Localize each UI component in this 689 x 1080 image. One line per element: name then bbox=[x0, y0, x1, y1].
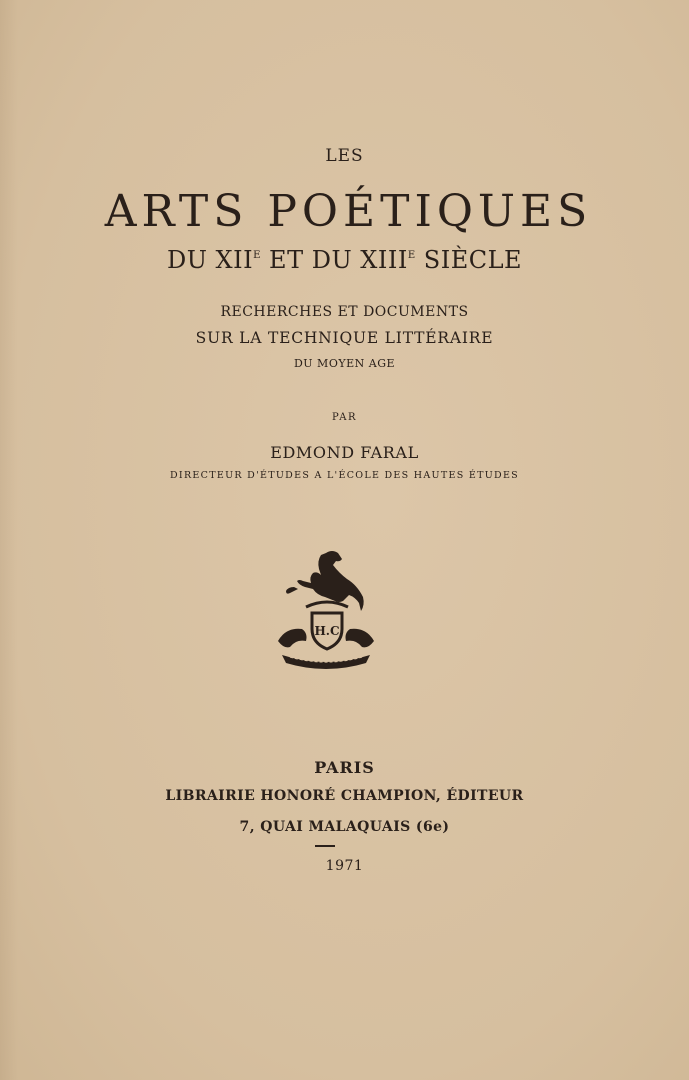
century-superscript-2: E bbox=[407, 250, 416, 261]
century-superscript-1: E bbox=[253, 250, 261, 261]
publication-year: 1971 bbox=[325, 858, 364, 874]
subtitle-line-1: RECHERCHES ET DOCUMENTS bbox=[220, 304, 469, 320]
subtitle-line-2: SUR LA TECHNIQUE LITTÉRAIRE bbox=[195, 329, 494, 347]
title-century bbox=[0, 246, 689, 274]
divider-rule bbox=[315, 845, 335, 847]
title-main: ARTS POÉTIQUES bbox=[104, 186, 593, 237]
horse-monogram-emblem-icon bbox=[268, 545, 384, 673]
century-part-3: SIÈCLE bbox=[415, 246, 523, 274]
century-part-1: DU XII bbox=[166, 246, 254, 274]
century-part-2: ET DU XIII bbox=[260, 246, 408, 274]
author-par: PAR bbox=[331, 412, 358, 423]
publisher-name: LIBRAIRIE HONORÉ CHAMPION, ÉDITEUR bbox=[165, 788, 524, 804]
author-role: DIRECTEUR D'ÉTUDES A L'ÉCOLE DES HAUTES ÉTUDES bbox=[170, 470, 519, 481]
logo-monogram: H.C bbox=[314, 624, 340, 638]
title-les: LES bbox=[325, 146, 364, 166]
author-name: EDMOND FARAL bbox=[270, 443, 419, 462]
publisher-address: 7, QUAI MALAQUAIS (6e) bbox=[239, 819, 450, 835]
publisher-city: PARIS bbox=[314, 758, 375, 777]
subtitle-line-3: DU MOYEN AGE bbox=[293, 357, 396, 370]
